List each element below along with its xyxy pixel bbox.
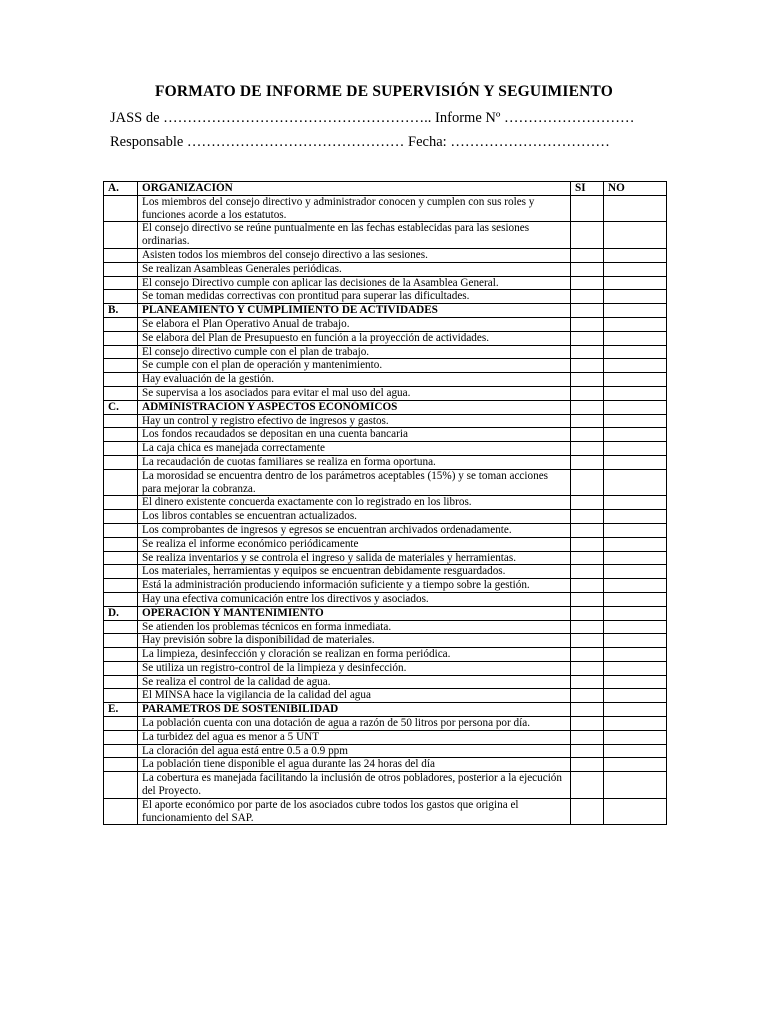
checklist-item-text: Los miembros del consejo directivo y administrador conocen y cumplen con sus roles y funciones acorde a los estatutos. (138, 195, 571, 222)
checklist-item-text: El aporte económico por parte de los asociados cubre todos los gastos que origina el funcionamiento del SAP. (138, 798, 571, 825)
checklist-row (104, 248, 667, 262)
checklist-row (104, 661, 667, 675)
checklist-row (104, 523, 667, 537)
si-answer-cell[interactable] (571, 373, 604, 387)
checklist-item-text: La cloración del agua está entre 0.5 a 0.9 ppm (138, 744, 571, 758)
checklist-row (104, 758, 667, 772)
no-answer-cell[interactable] (604, 414, 667, 428)
si-answer-cell[interactable] (571, 455, 604, 469)
si-answer-cell[interactable] (571, 222, 604, 249)
section-letter: E. (104, 703, 138, 717)
section-heading: OPERACIÓN Y MANTENIMIENTO (138, 606, 571, 620)
si-answer-cell[interactable] (571, 195, 604, 222)
row-letter-cell (104, 428, 138, 442)
si-answer-cell[interactable] (571, 331, 604, 345)
row-letter-cell (104, 620, 138, 634)
checklist-row (104, 592, 667, 606)
section-no-cell (604, 703, 667, 717)
row-letter-cell (104, 758, 138, 772)
checklist-item-text: El consejo directivo se reúne puntualmente en las fechas establecidas para las sesiones ordinarias. (138, 222, 571, 249)
checklist-item-text: Se realiza inventarios y se controla el ingreso y salida de materiales y herramientas. (138, 551, 571, 565)
column-header-si: SI (571, 182, 604, 196)
no-answer-cell[interactable] (604, 262, 667, 276)
row-letter-cell (104, 317, 138, 331)
no-answer-cell[interactable] (604, 592, 667, 606)
checklist-row (104, 455, 667, 469)
section-heading: ORGANIZACIÓN (138, 182, 571, 196)
no-answer-cell[interactable] (604, 675, 667, 689)
si-answer-cell[interactable] (571, 496, 604, 510)
row-letter-cell (104, 634, 138, 648)
row-letter-cell (104, 331, 138, 345)
checklist-row (104, 772, 667, 799)
no-answer-cell[interactable] (604, 248, 667, 262)
checklist-row (104, 386, 667, 400)
checklist-row (104, 620, 667, 634)
row-letter-cell (104, 675, 138, 689)
row-letter-cell (104, 386, 138, 400)
checklist-item-text: Se supervisa a los asociados para evitar el mal uso del agua. (138, 386, 571, 400)
checklist-item-text: El consejo Directivo cumple con aplicar las decisiones de la Asamblea General. (138, 276, 571, 290)
si-answer-cell[interactable] (571, 579, 604, 593)
si-answer-cell[interactable] (571, 317, 604, 331)
section-heading: PLANEAMIENTO Y CUMPLIMIENTO DE ACTIVIDADES (138, 304, 571, 318)
checklist-row (104, 414, 667, 428)
section-header-row (104, 304, 667, 318)
section-header-row (104, 606, 667, 620)
section-header-row (104, 703, 667, 717)
si-answer-cell[interactable] (571, 359, 604, 373)
checklist-item-text: Se elabora el Plan Operativo Anual de trabajo. (138, 317, 571, 331)
no-answer-cell[interactable] (604, 496, 667, 510)
checklist-row (104, 276, 667, 290)
checklist-row (104, 428, 667, 442)
si-answer-cell[interactable] (571, 345, 604, 359)
no-answer-cell[interactable] (604, 359, 667, 373)
section-letter: B. (104, 304, 138, 318)
si-answer-cell[interactable] (571, 510, 604, 524)
checklist-item-text: Se elabora del Plan de Presupuesto en función a la proyección de actividades. (138, 331, 571, 345)
section-header-row (104, 182, 667, 196)
section-letter: D. (104, 606, 138, 620)
si-answer-cell[interactable] (571, 620, 604, 634)
si-answer-cell[interactable] (571, 565, 604, 579)
checklist-item-text: Se atienden los problemas técnicos en forma inmediata. (138, 620, 571, 634)
row-letter-cell (104, 262, 138, 276)
no-answer-cell[interactable] (604, 648, 667, 662)
checklist-row (104, 717, 667, 731)
row-letter-cell (104, 661, 138, 675)
no-answer-cell[interactable] (604, 373, 667, 387)
checklist-row (104, 373, 667, 387)
row-letter-cell (104, 455, 138, 469)
no-answer-cell[interactable] (604, 455, 667, 469)
checklist-item-text: Está la administración produciendo información suficiente y a tiempo sobre la gestión. (138, 579, 571, 593)
section-si-cell (571, 703, 604, 717)
row-letter-cell (104, 276, 138, 290)
checklist-row (104, 222, 667, 249)
row-letter-cell (104, 345, 138, 359)
checklist-row (104, 798, 667, 825)
checklist-item-text: La caja chica es manejada correctamente (138, 442, 571, 456)
si-answer-cell[interactable] (571, 675, 604, 689)
row-letter-cell (104, 551, 138, 565)
checklist-row (104, 634, 667, 648)
checklist-item-text: La limpieza, desinfección y cloración se realizan en forma periódica. (138, 648, 571, 662)
checklist-row (104, 262, 667, 276)
checklist-item-text: Los materiales, herramientas y equipos se encuentran debidamente resguardados. (138, 565, 571, 579)
checklist-row (104, 345, 667, 359)
si-answer-cell[interactable] (571, 428, 604, 442)
section-si-cell (571, 304, 604, 318)
no-answer-cell[interactable] (604, 469, 667, 496)
no-answer-cell[interactable] (604, 772, 667, 799)
checklist-item-text: Hay una efectiva comunicación entre los directivos y asociados. (138, 592, 571, 606)
checklist-item-text: El MINSA hace la vigilancia de la calidad del agua (138, 689, 571, 703)
checklist-row (104, 442, 667, 456)
no-answer-cell[interactable] (604, 634, 667, 648)
checklist-row (104, 565, 667, 579)
checklist-item-text: Se cumple con el plan de operación y mantenimiento. (138, 359, 571, 373)
checklist-item-text: Se realiza el control de la calidad de agua. (138, 675, 571, 689)
checklist-item-text: Se utiliza un registro-control de la limpieza y desinfección. (138, 661, 571, 675)
row-letter-cell (104, 442, 138, 456)
row-letter-cell (104, 772, 138, 799)
no-answer-cell[interactable] (604, 661, 667, 675)
row-letter-cell (104, 730, 138, 744)
checklist-item-text: Se realizan Asambleas Generales periódicas. (138, 262, 571, 276)
si-answer-cell[interactable] (571, 386, 604, 400)
row-letter-cell (104, 248, 138, 262)
si-answer-cell[interactable] (571, 551, 604, 565)
no-answer-cell[interactable] (604, 442, 667, 456)
no-answer-cell[interactable] (604, 195, 667, 222)
si-answer-cell[interactable] (571, 276, 604, 290)
si-answer-cell[interactable] (571, 248, 604, 262)
no-answer-cell[interactable] (604, 744, 667, 758)
no-answer-cell[interactable] (604, 551, 667, 565)
section-si-cell (571, 606, 604, 620)
checklist-item-text: Hay un control y registro efectivo de ingresos y gastos. (138, 414, 571, 428)
no-answer-cell[interactable] (604, 222, 667, 249)
no-answer-cell[interactable] (604, 276, 667, 290)
checklist-row (104, 675, 667, 689)
document-title: FORMATO DE INFORME DE SUPERVISIÓN Y SEGUIMIENTO (154, 83, 614, 100)
no-answer-cell[interactable] (604, 730, 667, 744)
checklist-item-text: Se realiza el informe económico periódicamente (138, 537, 571, 551)
section-heading: ADMINISTRACIÓN Y ASPECTOS ECONÓMICOS (138, 400, 571, 414)
row-letter-cell (104, 414, 138, 428)
checklist-row (104, 469, 667, 496)
checklist-row (104, 359, 667, 373)
checklist-item-text: El dinero existente concuerda exactamente con lo registrado en los libros. (138, 496, 571, 510)
row-letter-cell (104, 359, 138, 373)
jass-informe-line: JASS de ……………………………………………….. Informe Nº ……………………… (110, 110, 635, 126)
si-answer-cell[interactable] (571, 744, 604, 758)
no-answer-cell[interactable] (604, 579, 667, 593)
no-answer-cell[interactable] (604, 523, 667, 537)
row-letter-cell (104, 648, 138, 662)
row-letter-cell (104, 579, 138, 593)
row-letter-cell (104, 523, 138, 537)
no-answer-cell[interactable] (604, 537, 667, 551)
checklist-row (104, 730, 667, 744)
checklist-row (104, 290, 667, 304)
si-answer-cell[interactable] (571, 717, 604, 731)
no-answer-cell[interactable] (604, 428, 667, 442)
checklist-item-text: Hay previsión sobre la disponibilidad de materiales. (138, 634, 571, 648)
no-answer-cell[interactable] (604, 510, 667, 524)
no-answer-cell[interactable] (604, 386, 667, 400)
si-answer-cell[interactable] (571, 469, 604, 496)
section-no-cell (604, 606, 667, 620)
si-answer-cell[interactable] (571, 290, 604, 304)
si-answer-cell[interactable] (571, 661, 604, 675)
no-answer-cell[interactable] (604, 758, 667, 772)
row-letter-cell (104, 565, 138, 579)
checklist-row (104, 195, 667, 222)
row-letter-cell (104, 744, 138, 758)
checklist-item-text: La población cuenta con una dotación de agua a razón de 50 litros por persona por día. (138, 717, 571, 731)
checklist-item-text: La cobertura es manejada facilitando la inclusión de otros pobladores, posterior a la ejecución del Proyecto. (138, 772, 571, 799)
checklist-item-text: Se toman medidas correctivas con prontitud para superar las dificultades. (138, 290, 571, 304)
checklist-item-text: Los comprobantes de ingresos y egresos se encuentran archivados ordenadamente. (138, 523, 571, 537)
no-answer-cell[interactable] (604, 290, 667, 304)
si-answer-cell[interactable] (571, 772, 604, 799)
row-letter-cell (104, 717, 138, 731)
row-letter-cell (104, 537, 138, 551)
checklist-item-text: La turbidez del agua es menor a 5 UNT (138, 730, 571, 744)
row-letter-cell (104, 496, 138, 510)
no-answer-cell[interactable] (604, 717, 667, 731)
si-answer-cell[interactable] (571, 730, 604, 744)
si-answer-cell[interactable] (571, 442, 604, 456)
section-si-cell (571, 400, 604, 414)
si-answer-cell[interactable] (571, 634, 604, 648)
checklist-row (104, 579, 667, 593)
si-answer-cell[interactable] (571, 537, 604, 551)
checklist-row (104, 537, 667, 551)
row-letter-cell (104, 373, 138, 387)
checklist-item-text: La morosidad se encuentra dentro de los parámetros aceptables (15%) y se toman acciones para mejorar la cobranza. (138, 469, 571, 496)
row-letter-cell (104, 689, 138, 703)
si-answer-cell[interactable] (571, 523, 604, 537)
si-answer-cell[interactable] (571, 689, 604, 703)
row-letter-cell (104, 469, 138, 496)
checklist-item-text: Los fondos recaudados se depositan en una cuenta bancaria (138, 428, 571, 442)
section-no-cell (604, 304, 667, 318)
no-answer-cell[interactable] (604, 317, 667, 331)
checklist-row (104, 510, 667, 524)
section-letter: C. (104, 400, 138, 414)
row-letter-cell (104, 290, 138, 304)
si-answer-cell[interactable] (571, 758, 604, 772)
row-letter-cell (104, 510, 138, 524)
checklist-item-text: Los libros contables se encuentran actualizados. (138, 510, 571, 524)
section-heading: PARAMETROS DE SOSTENIBILIDAD (138, 703, 571, 717)
checklist-item-text: La recaudación de cuotas familiares se realiza en forma oportuna. (138, 455, 571, 469)
checklist-row (104, 744, 667, 758)
checklist-row (104, 496, 667, 510)
checklist-row (104, 551, 667, 565)
checklist-item-text: Hay evaluación de la gestión. (138, 373, 571, 387)
no-answer-cell[interactable] (604, 689, 667, 703)
row-letter-cell (104, 798, 138, 825)
checklist-row (104, 689, 667, 703)
section-header-row (104, 400, 667, 414)
checklist-row (104, 648, 667, 662)
si-answer-cell[interactable] (571, 414, 604, 428)
no-answer-cell[interactable] (604, 620, 667, 634)
row-letter-cell (104, 195, 138, 222)
no-answer-cell[interactable] (604, 345, 667, 359)
no-answer-cell[interactable] (604, 798, 667, 825)
section-no-cell (604, 400, 667, 414)
checklist-item-text: Asisten todos los miembros del consejo directivo a las sesiones. (138, 248, 571, 262)
responsable-fecha-line: Responsable ……………………………………… Fecha: …………………………… (110, 134, 610, 150)
checklist-row (104, 317, 667, 331)
si-answer-cell[interactable] (571, 592, 604, 606)
no-answer-cell[interactable] (604, 565, 667, 579)
column-header-no: NO (604, 182, 667, 196)
no-answer-cell[interactable] (604, 331, 667, 345)
row-letter-cell (104, 222, 138, 249)
supervision-checklist-table (103, 181, 667, 825)
checklist-row (104, 331, 667, 345)
checklist-item-text: La población tiene disponible el agua durante las 24 horas del día (138, 758, 571, 772)
si-answer-cell[interactable] (571, 262, 604, 276)
row-letter-cell (104, 592, 138, 606)
si-answer-cell[interactable] (571, 798, 604, 825)
checklist-item-text: El consejo directivo cumple con el plan de trabajo. (138, 345, 571, 359)
section-letter: A. (104, 182, 138, 196)
si-answer-cell[interactable] (571, 648, 604, 662)
